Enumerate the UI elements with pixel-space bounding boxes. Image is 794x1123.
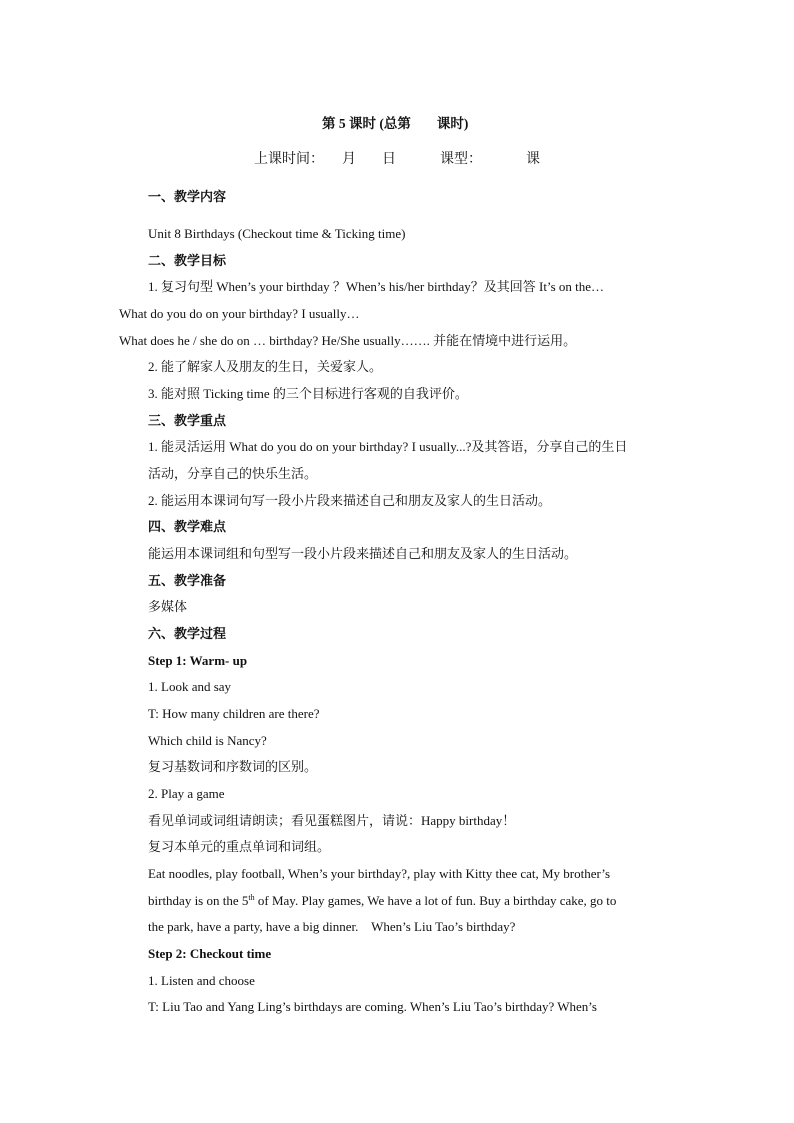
- section-heading-goals: 二、教学目标: [148, 253, 227, 268]
- lesson-type-label: 课型：: [440, 152, 482, 167]
- word-list-line-1: Eat noodles, play football, When’s your birthday?, play with Kitty thee cat, My brother’s: [148, 866, 611, 881]
- listen-and-choose: 1. Listen and choose: [148, 973, 255, 988]
- title-prefix: 第 5 课时 (总第: [322, 116, 411, 131]
- class-time-line: [254, 151, 540, 169]
- goal-2: 2. 能了解家人及朋友的生日，关爱家人。: [148, 359, 383, 374]
- key-point-1-line-b: 活动，分享自己的快乐生活。: [148, 466, 318, 481]
- play-a-game: 2. Play a game: [148, 786, 225, 801]
- title-suffix: 课时): [436, 116, 469, 131]
- lesson-title: [322, 115, 468, 133]
- step-2-heading: Step 2: Checkout time: [148, 946, 272, 961]
- lesson-label: 课: [526, 152, 540, 167]
- word-list-line-2-a: birthday is on the 5: [148, 893, 249, 908]
- word-list-line-2: [148, 892, 616, 910]
- key-point-2: 2. 能运用本课词句写一段小片段来描述自己和朋友及家人的生日活动。: [148, 493, 552, 508]
- review-unit-words: 复习本单元的重点单词和词组。: [148, 839, 331, 854]
- step-1-heading: Step 1: Warm- up: [148, 653, 248, 668]
- section-heading-preparation: 五、教学准备: [148, 573, 227, 588]
- word-list-line-2-b: of May. Play games, We have a lot of fun. Buy a birthday cake, go to: [254, 893, 617, 908]
- section-heading-content: 一、教学内容: [148, 189, 227, 204]
- ordinal-suffix: th: [248, 893, 255, 902]
- word-list-line-3: the park, have a party, have a big dinner. When’s Liu Tao’s birthday?: [148, 919, 516, 934]
- key-point-1-line-a: 1. 能灵活运用 What do you do on your birthday? I usually...?及其答语，分享自己的生日: [148, 439, 628, 454]
- difficulty-text: 能运用本课词组和句型写一段小片段来描述自己和朋友及家人的生日活动。: [148, 546, 578, 561]
- goal-3: 3. 能对照 Ticking time 的三个目标进行客观的自我评价。: [148, 386, 468, 401]
- review-numbers: 复习基数词和序数词的区别。: [148, 759, 318, 774]
- question-which-child: Which child is Nancy?: [148, 733, 267, 748]
- goal-1-line-c: What does he / she do on … birthday? He/She usually……. 并能在情境中进行运用。: [119, 333, 577, 348]
- goal-1-line-b: What do you do on your birthday? I usually…: [119, 306, 360, 321]
- class-time-label: 上课时间：: [254, 152, 324, 167]
- preparation-text: 多媒体: [148, 599, 188, 614]
- game-description: 看见单词或词组请朗读；看见蛋糕图片，请说：Happy birthday！: [148, 813, 516, 828]
- section-heading-difficulty: 四、教学难点: [148, 519, 227, 534]
- question-how-many: T: How many children are there?: [148, 706, 320, 721]
- goal-1-line-a: 1. 复习句型 When’s your birthday ？When’s his/her birthday？及其回答 It’s on the…: [148, 279, 605, 294]
- look-and-say: 1. Look and say: [148, 679, 232, 694]
- section-heading-key-points: 三、教学重点: [148, 413, 227, 428]
- teacher-line: T: Liu Tao and Yang Ling’s birthdays are coming. When’s Liu Tao’s birthday? When’s: [148, 999, 597, 1014]
- month-label: 月: [342, 152, 356, 167]
- unit-title: Unit 8 Birthdays (Checkout time & Ticking time): [148, 226, 406, 241]
- section-heading-process: 六、教学过程: [148, 626, 227, 641]
- day-label: 日: [382, 152, 396, 167]
